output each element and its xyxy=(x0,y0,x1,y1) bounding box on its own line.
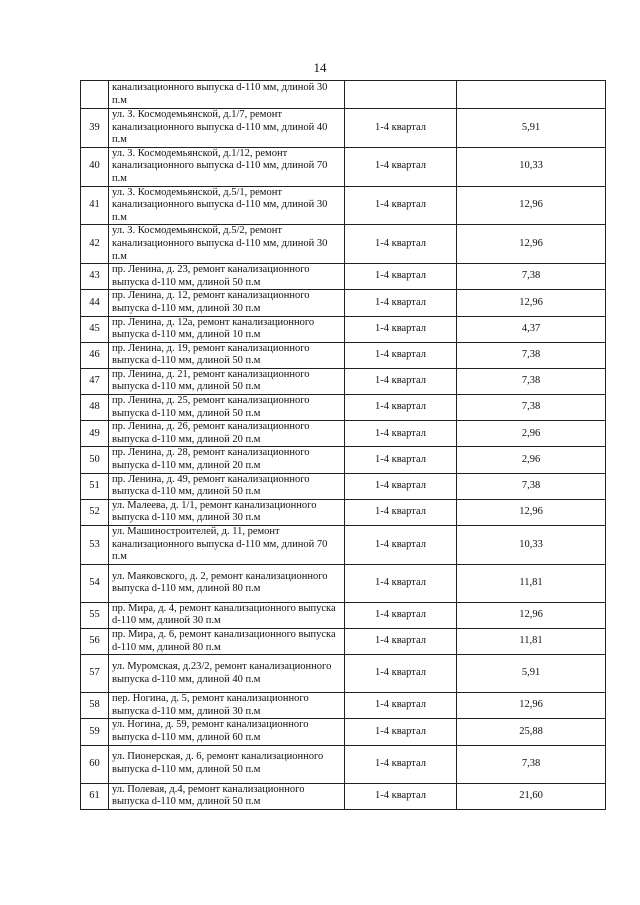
row-number-cell: 56 xyxy=(81,628,109,654)
work-cost-cell: 4,37 xyxy=(457,316,606,342)
work-description-cell: пр. Ленина, д. 25, ремонт канализационного выпуска d-110 мм, длиной 50 п.м xyxy=(109,395,345,421)
work-description-cell: пр. Ленина, д. 12а, ремонт канализационного выпуска d-110 мм, длиной 10 п.м xyxy=(109,316,345,342)
work-description-cell: ул. Маяковского, д. 2, ремонт канализационного выпуска d-110 мм, длиной 80 п.м xyxy=(109,564,345,602)
work-period-cell: 1-4 квартал xyxy=(345,395,457,421)
work-description-cell: пер. Ногина, д. 5, ремонт канализационного выпуска d-110 мм, длиной 30 п.м xyxy=(109,693,345,719)
work-period-cell: 1-4 квартал xyxy=(345,693,457,719)
work-description-cell: ул. Муромская, д.23/2, ремонт канализационного выпуска d-110 мм, длиной 40 п.м xyxy=(109,655,345,693)
table-row xyxy=(81,81,606,109)
row-number-cell: 61 xyxy=(81,783,109,809)
table-row xyxy=(81,147,606,186)
work-period-cell: 1-4 квартал xyxy=(345,447,457,473)
work-period-cell: 1-4 квартал xyxy=(345,147,457,186)
work-cost-cell: 7,38 xyxy=(457,368,606,394)
work-cost-cell: 7,38 xyxy=(457,264,606,290)
work-period-cell: 1-4 квартал xyxy=(345,368,457,394)
row-number-cell: 41 xyxy=(81,186,109,225)
work-description-cell: ул. З. Космодемьянской, д.5/1, ремонт канализационного выпуска d-110 мм, длиной 30 п.м xyxy=(109,186,345,225)
table-row xyxy=(81,109,606,148)
work-period-cell: 1-4 квартал xyxy=(345,499,457,525)
table-row xyxy=(81,368,606,394)
work-description-cell: ул. Малеева, д. 1/1, ремонт канализационного выпуска d-110 мм, длиной 30 п.м xyxy=(109,499,345,525)
table-row xyxy=(81,628,606,654)
work-cost-cell: 7,38 xyxy=(457,342,606,368)
row-number-cell: 59 xyxy=(81,719,109,745)
works-table xyxy=(80,80,606,810)
work-cost-cell: 5,91 xyxy=(457,109,606,148)
work-description-cell: пр. Ленина, д. 26, ремонт канализационного выпуска d-110 мм, длиной 20 п.м xyxy=(109,421,345,447)
work-period-cell: 1-4 квартал xyxy=(345,602,457,628)
work-description-cell: ул. Пионерская, д. 6, ремонт канализационного выпуска d-110 мм, длиной 50 п.м xyxy=(109,745,345,783)
row-number-cell: 44 xyxy=(81,290,109,316)
work-cost-cell: 12,96 xyxy=(457,225,606,264)
row-number-cell: 39 xyxy=(81,109,109,148)
work-cost-cell: 12,96 xyxy=(457,693,606,719)
table-row xyxy=(81,290,606,316)
work-cost-cell: 11,81 xyxy=(457,628,606,654)
row-number-cell: 40 xyxy=(81,147,109,186)
work-period-cell: 1-4 квартал xyxy=(345,473,457,499)
row-number-cell: 52 xyxy=(81,499,109,525)
table-row xyxy=(81,602,606,628)
row-number-cell: 50 xyxy=(81,447,109,473)
row-number-cell: 42 xyxy=(81,225,109,264)
work-cost-cell: 2,96 xyxy=(457,447,606,473)
work-period-cell: 1-4 квартал xyxy=(345,421,457,447)
row-number-cell: 49 xyxy=(81,421,109,447)
work-period-cell: 1-4 квартал xyxy=(345,225,457,264)
table-row xyxy=(81,655,606,693)
work-cost-cell: 5,91 xyxy=(457,655,606,693)
row-number-cell: 47 xyxy=(81,368,109,394)
works-table-body xyxy=(81,81,606,810)
work-period-cell: 1-4 квартал xyxy=(345,290,457,316)
work-period-cell: 1-4 квартал xyxy=(345,316,457,342)
work-period-cell: 1-4 квартал xyxy=(345,342,457,368)
table-row xyxy=(81,564,606,602)
work-cost-cell: 11,81 xyxy=(457,564,606,602)
work-cost-cell: 10,33 xyxy=(457,147,606,186)
row-number-cell: 45 xyxy=(81,316,109,342)
work-period-cell: 1-4 квартал xyxy=(345,564,457,602)
work-cost-cell: 21,60 xyxy=(457,783,606,809)
work-period-cell: 1-4 квартал xyxy=(345,745,457,783)
table-row xyxy=(81,783,606,809)
page-number: 14 xyxy=(313,60,327,75)
work-description-cell: ул. З. Космодемьянской, д.1/12, ремонт канализационного выпуска d-110 мм, длиной 70 п.м xyxy=(109,147,345,186)
table-row xyxy=(81,342,606,368)
work-cost-cell: 7,38 xyxy=(457,395,606,421)
work-description-cell: ул. З. Космодемьянской, д.1/7, ремонт канализационного выпуска d-110 мм, длиной 40 п.м xyxy=(109,109,345,148)
work-description-cell: пр. Мира, д. 4, ремонт канализационного выпуска d-110 мм, длиной 30 п.м xyxy=(109,602,345,628)
table-row xyxy=(81,316,606,342)
table-row xyxy=(81,473,606,499)
table-row xyxy=(81,719,606,745)
work-description-cell: канализационного выпуска d-110 мм, длиной 30 п.м xyxy=(109,81,345,109)
row-number-cell: 43 xyxy=(81,264,109,290)
work-description-cell: пр. Ленина, д. 23, ремонт канализационного выпуска d-110 мм, длиной 50 п.м xyxy=(109,264,345,290)
work-period-cell: 1-4 квартал xyxy=(345,783,457,809)
table-row xyxy=(81,264,606,290)
work-description-cell: пр. Ленина, д. 28, ремонт канализационного выпуска d-110 мм, длиной 20 п.м xyxy=(109,447,345,473)
work-period-cell: 1-4 квартал xyxy=(345,109,457,148)
table-row xyxy=(81,526,606,565)
work-period-cell: 1-4 квартал xyxy=(345,655,457,693)
work-cost-cell: 12,96 xyxy=(457,290,606,316)
table-row xyxy=(81,447,606,473)
work-cost-cell: 2,96 xyxy=(457,421,606,447)
work-description-cell: пр. Ленина, д. 12, ремонт канализационного выпуска d-110 мм, длиной 30 п.м xyxy=(109,290,345,316)
work-period-cell: 1-4 квартал xyxy=(345,186,457,225)
work-description-cell: ул. Ногина, д. 59, ремонт канализационного выпуска d-110 мм, длиной 60 п.м xyxy=(109,719,345,745)
row-number-cell: 46 xyxy=(81,342,109,368)
work-description-cell: пр. Мира, д. 6, ремонт канализационного выпуска d-110 мм, длиной 80 п.м xyxy=(109,628,345,654)
row-number-cell: 57 xyxy=(81,655,109,693)
work-cost-cell: 12,96 xyxy=(457,186,606,225)
table-row xyxy=(81,745,606,783)
row-number-cell: 53 xyxy=(81,526,109,565)
table-row xyxy=(81,499,606,525)
work-description-cell: пр. Ленина, д. 19, ремонт канализационного выпуска d-110 мм, длиной 50 п.м xyxy=(109,342,345,368)
work-cost-cell: 12,96 xyxy=(457,602,606,628)
work-period-cell: 1-4 квартал xyxy=(345,526,457,565)
row-number-cell: 51 xyxy=(81,473,109,499)
work-description-cell: ул. Полевая, д.4, ремонт канализационного выпуска d-110 мм, длиной 50 п.м xyxy=(109,783,345,809)
work-period-cell: 1-4 квартал xyxy=(345,264,457,290)
table-row xyxy=(81,186,606,225)
work-cost-cell: 7,38 xyxy=(457,473,606,499)
work-cost-cell xyxy=(457,81,606,109)
work-cost-cell: 7,38 xyxy=(457,745,606,783)
work-description-cell: ул. Машиностроителей, д. 11, ремонт канализационного выпуска d-110 мм, длиной 70 п.м xyxy=(109,526,345,565)
work-description-cell: пр. Ленина, д. 49, ремонт канализационного выпуска d-110 мм, длиной 50 п.м xyxy=(109,473,345,499)
work-cost-cell: 25,88 xyxy=(457,719,606,745)
table-row xyxy=(81,395,606,421)
row-number-cell: 48 xyxy=(81,395,109,421)
row-number-cell: 55 xyxy=(81,602,109,628)
work-cost-cell: 10,33 xyxy=(457,526,606,565)
work-cost-cell: 12,96 xyxy=(457,499,606,525)
table-row xyxy=(81,225,606,264)
row-number-cell: 58 xyxy=(81,693,109,719)
work-period-cell xyxy=(345,81,457,109)
work-period-cell: 1-4 квартал xyxy=(345,628,457,654)
work-period-cell: 1-4 квартал xyxy=(345,719,457,745)
row-number-cell: 60 xyxy=(81,745,109,783)
table-row xyxy=(81,693,606,719)
work-description-cell: пр. Ленина, д. 21, ремонт канализационного выпуска d-110 мм, длиной 50 п.м xyxy=(109,368,345,394)
table-row xyxy=(81,421,606,447)
row-number-cell: 54 xyxy=(81,564,109,602)
work-description-cell: ул. З. Космодемьянской, д.5/2, ремонт канализационного выпуска d-110 мм, длиной 30 п.м xyxy=(109,225,345,264)
row-number-cell xyxy=(81,81,109,109)
